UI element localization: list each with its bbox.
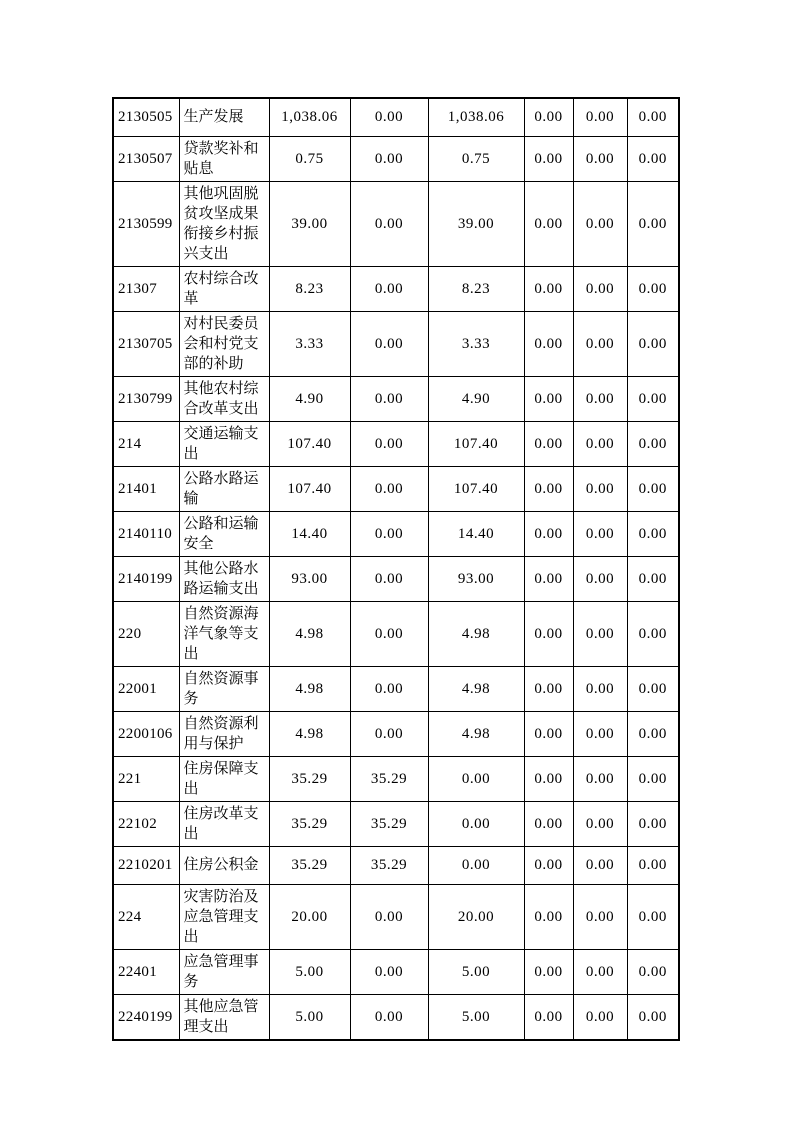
value-cell: 0.00 [573, 376, 627, 421]
code-cell: 2130799 [113, 376, 179, 421]
value-cell: 107.40 [269, 466, 350, 511]
value-cell: 35.29 [269, 801, 350, 846]
code-cell: 2130505 [113, 98, 179, 136]
name-cell: 住房改革支出 [179, 801, 269, 846]
table-row [113, 711, 679, 756]
code-cell: 2200106 [113, 711, 179, 756]
table-row [113, 311, 679, 376]
value-cell: 1,038.06 [428, 98, 524, 136]
value-cell: 0.00 [627, 994, 679, 1040]
value-cell: 14.40 [269, 511, 350, 556]
value-cell: 0.00 [573, 136, 627, 181]
table-row [113, 801, 679, 846]
value-cell: 5.00 [269, 949, 350, 994]
value-cell: 4.98 [269, 711, 350, 756]
budget-table [112, 97, 680, 1041]
table-row [113, 376, 679, 421]
value-cell: 0.00 [573, 511, 627, 556]
code-cell: 22401 [113, 949, 179, 994]
name-cell: 应急管理事务 [179, 949, 269, 994]
value-cell: 0.00 [524, 98, 573, 136]
value-cell: 0.00 [350, 666, 428, 711]
table-row [113, 421, 679, 466]
value-cell: 0.00 [524, 181, 573, 266]
table-row [113, 994, 679, 1040]
value-cell: 0.00 [350, 421, 428, 466]
value-cell: 0.00 [524, 376, 573, 421]
value-cell: 0.00 [524, 556, 573, 601]
table-row [113, 266, 679, 311]
name-cell: 对村民委员会和村党支部的补助 [179, 311, 269, 376]
value-cell: 0.00 [573, 181, 627, 266]
table-row [113, 949, 679, 994]
code-cell: 221 [113, 756, 179, 801]
table-row [113, 884, 679, 949]
value-cell: 0.00 [350, 266, 428, 311]
value-cell: 0.00 [524, 756, 573, 801]
value-cell: 0.00 [524, 466, 573, 511]
code-cell: 224 [113, 884, 179, 949]
value-cell: 0.00 [627, 801, 679, 846]
value-cell: 107.40 [428, 466, 524, 511]
name-cell: 贷款奖补和贴息 [179, 136, 269, 181]
value-cell: 0.00 [627, 884, 679, 949]
value-cell: 0.00 [350, 711, 428, 756]
value-cell: 8.23 [428, 266, 524, 311]
value-cell: 0.00 [350, 98, 428, 136]
value-cell: 3.33 [428, 311, 524, 376]
value-cell: 4.98 [428, 666, 524, 711]
table-row [113, 98, 679, 136]
value-cell: 14.40 [428, 511, 524, 556]
value-cell: 0.00 [350, 511, 428, 556]
value-cell: 107.40 [428, 421, 524, 466]
value-cell: 0.00 [573, 666, 627, 711]
value-cell: 0.00 [627, 266, 679, 311]
name-cell: 灾害防治及应急管理支出 [179, 884, 269, 949]
value-cell: 0.00 [573, 466, 627, 511]
value-cell: 0.00 [524, 949, 573, 994]
value-cell: 0.00 [627, 949, 679, 994]
budget-table-body [113, 98, 679, 1040]
value-cell: 0.75 [269, 136, 350, 181]
value-cell: 0.00 [573, 421, 627, 466]
value-cell: 0.00 [350, 181, 428, 266]
table-row [113, 136, 679, 181]
value-cell: 8.23 [269, 266, 350, 311]
name-cell: 交通运输支出 [179, 421, 269, 466]
value-cell: 0.00 [428, 846, 524, 884]
value-cell: 0.00 [627, 601, 679, 666]
value-cell: 0.00 [524, 711, 573, 756]
value-cell: 0.00 [573, 949, 627, 994]
value-cell: 4.90 [428, 376, 524, 421]
value-cell: 0.00 [627, 98, 679, 136]
value-cell: 4.98 [269, 601, 350, 666]
value-cell: 0.00 [573, 884, 627, 949]
code-cell: 2130507 [113, 136, 179, 181]
table-row [113, 666, 679, 711]
table-row [113, 846, 679, 884]
code-cell: 21401 [113, 466, 179, 511]
value-cell: 4.90 [269, 376, 350, 421]
value-cell: 0.00 [573, 98, 627, 136]
value-cell: 0.00 [524, 511, 573, 556]
value-cell: 0.00 [627, 556, 679, 601]
value-cell: 4.98 [428, 711, 524, 756]
value-cell: 0.00 [573, 601, 627, 666]
table-row [113, 511, 679, 556]
value-cell: 0.75 [428, 136, 524, 181]
value-cell: 0.00 [627, 511, 679, 556]
value-cell: 0.00 [350, 136, 428, 181]
value-cell: 0.00 [627, 711, 679, 756]
value-cell: 0.00 [627, 311, 679, 376]
value-cell: 0.00 [573, 846, 627, 884]
value-cell: 0.00 [350, 884, 428, 949]
code-cell: 214 [113, 421, 179, 466]
name-cell: 住房保障支出 [179, 756, 269, 801]
value-cell: 0.00 [350, 556, 428, 601]
name-cell: 住房公积金 [179, 846, 269, 884]
value-cell: 0.00 [428, 801, 524, 846]
value-cell: 1,038.06 [269, 98, 350, 136]
value-cell: 0.00 [350, 949, 428, 994]
code-cell: 220 [113, 601, 179, 666]
value-cell: 0.00 [627, 136, 679, 181]
value-cell: 0.00 [627, 376, 679, 421]
code-cell: 22001 [113, 666, 179, 711]
table-row [113, 756, 679, 801]
value-cell: 20.00 [428, 884, 524, 949]
value-cell: 0.00 [350, 466, 428, 511]
value-cell: 35.29 [269, 846, 350, 884]
value-cell: 35.29 [350, 846, 428, 884]
value-cell: 0.00 [524, 801, 573, 846]
value-cell: 0.00 [573, 994, 627, 1040]
name-cell: 自然资源海洋气象等支出 [179, 601, 269, 666]
value-cell: 93.00 [269, 556, 350, 601]
value-cell: 0.00 [524, 601, 573, 666]
value-cell: 0.00 [573, 801, 627, 846]
value-cell: 39.00 [428, 181, 524, 266]
value-cell: 0.00 [350, 376, 428, 421]
value-cell: 0.00 [524, 136, 573, 181]
value-cell: 4.98 [269, 666, 350, 711]
value-cell: 107.40 [269, 421, 350, 466]
name-cell: 农村综合改革 [179, 266, 269, 311]
value-cell: 0.00 [350, 311, 428, 376]
code-cell: 21307 [113, 266, 179, 311]
value-cell: 5.00 [428, 949, 524, 994]
name-cell: 其他公路水路运输支出 [179, 556, 269, 601]
value-cell: 0.00 [350, 994, 428, 1040]
value-cell: 5.00 [269, 994, 350, 1040]
value-cell: 0.00 [524, 846, 573, 884]
value-cell: 0.00 [573, 266, 627, 311]
name-cell: 其他农村综合改革支出 [179, 376, 269, 421]
value-cell: 0.00 [627, 756, 679, 801]
value-cell: 0.00 [524, 884, 573, 949]
code-cell: 2130705 [113, 311, 179, 376]
value-cell: 4.98 [428, 601, 524, 666]
value-cell: 0.00 [627, 181, 679, 266]
value-cell: 93.00 [428, 556, 524, 601]
value-cell: 0.00 [573, 311, 627, 376]
name-cell: 公路和运输安全 [179, 511, 269, 556]
value-cell: 0.00 [627, 466, 679, 511]
value-cell: 0.00 [524, 421, 573, 466]
value-cell: 0.00 [524, 994, 573, 1040]
value-cell: 0.00 [573, 756, 627, 801]
table-row [113, 556, 679, 601]
code-cell: 2240199 [113, 994, 179, 1040]
name-cell: 其他巩固脱贫攻坚成果衔接乡村振兴支出 [179, 181, 269, 266]
name-cell: 自然资源利用与保护 [179, 711, 269, 756]
value-cell: 35.29 [350, 801, 428, 846]
name-cell: 生产发展 [179, 98, 269, 136]
value-cell: 35.29 [269, 756, 350, 801]
value-cell: 0.00 [573, 711, 627, 756]
name-cell: 其他应急管理支出 [179, 994, 269, 1040]
value-cell: 0.00 [524, 311, 573, 376]
table-row [113, 601, 679, 666]
value-cell: 5.00 [428, 994, 524, 1040]
value-cell: 0.00 [524, 666, 573, 711]
table-row [113, 466, 679, 511]
code-cell: 22102 [113, 801, 179, 846]
value-cell: 0.00 [428, 756, 524, 801]
value-cell: 0.00 [627, 846, 679, 884]
value-cell: 3.33 [269, 311, 350, 376]
value-cell: 20.00 [269, 884, 350, 949]
code-cell: 2140110 [113, 511, 179, 556]
value-cell: 0.00 [627, 421, 679, 466]
value-cell: 0.00 [350, 601, 428, 666]
name-cell: 自然资源事务 [179, 666, 269, 711]
value-cell: 0.00 [524, 266, 573, 311]
name-cell: 公路水路运输 [179, 466, 269, 511]
value-cell: 39.00 [269, 181, 350, 266]
code-cell: 2210201 [113, 846, 179, 884]
value-cell: 0.00 [627, 666, 679, 711]
code-cell: 2140199 [113, 556, 179, 601]
value-cell: 0.00 [573, 556, 627, 601]
table-row [113, 181, 679, 266]
code-cell: 2130599 [113, 181, 179, 266]
value-cell: 35.29 [350, 756, 428, 801]
